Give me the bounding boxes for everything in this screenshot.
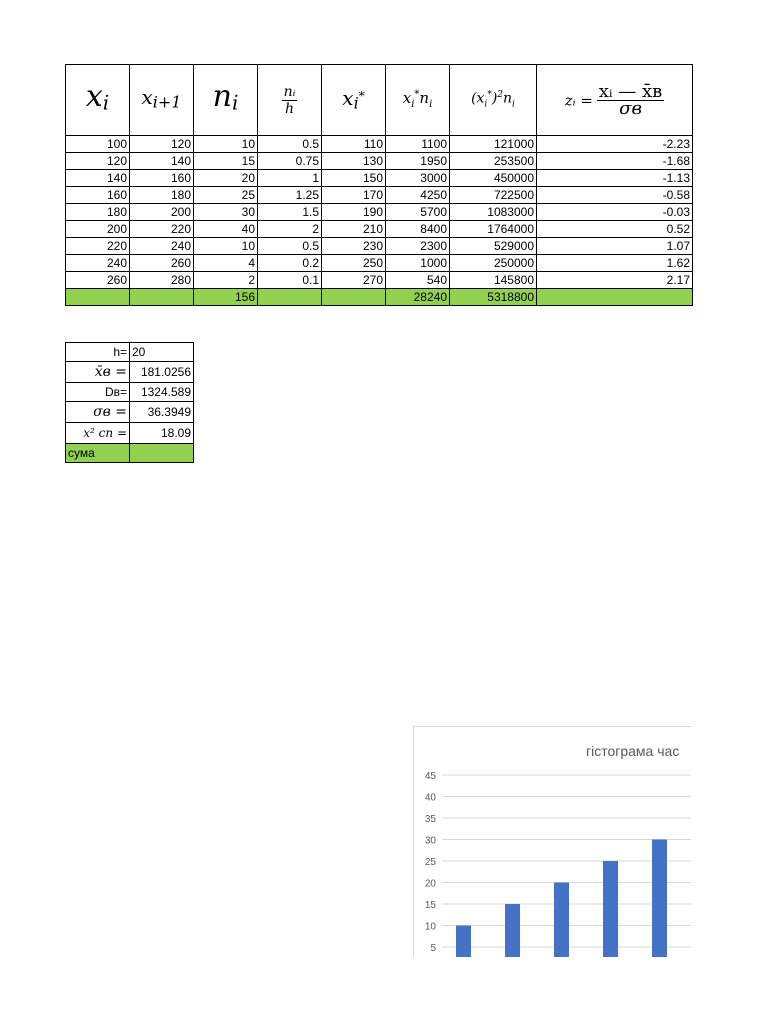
table-cell[interactable]: 250000 <box>450 255 537 272</box>
h-label[interactable]: h= <box>66 343 130 362</box>
table-cell[interactable]: 1100 <box>386 136 450 153</box>
total-cell[interactable] <box>322 289 386 306</box>
variance-label[interactable]: Dв= <box>66 383 130 402</box>
header-z-formula: zᵢ = $\frac{\text{xᵢ — x̄в}}{\sigma в}$ <box>537 65 693 136</box>
table-cell[interactable]: 230 <box>322 238 386 255</box>
header-row <box>66 65 693 136</box>
total-xstar-squared-ni[interactable]: 5318800 <box>450 289 537 306</box>
table-cell[interactable]: 210 <box>322 221 386 238</box>
table-cell[interactable]: 0.5 <box>258 238 322 255</box>
table-cell[interactable]: 260 <box>130 255 194 272</box>
table-cell[interactable]: 722500 <box>450 187 537 204</box>
table-cell[interactable]: 120 <box>66 153 130 170</box>
histogram-bar[interactable] <box>456 926 471 958</box>
table-cell[interactable]: 0.52 <box>537 221 693 238</box>
table-cell[interactable]: 10 <box>194 238 258 255</box>
table-cell[interactable]: 1.07 <box>537 238 693 255</box>
table-cell[interactable]: 8400 <box>386 221 450 238</box>
y-tick-label: 30 <box>424 835 436 847</box>
table-row <box>66 136 693 153</box>
table-cell[interactable]: 160 <box>66 187 130 204</box>
table-cell[interactable]: 145800 <box>450 272 537 289</box>
table-cell[interactable]: 140 <box>66 170 130 187</box>
table-cell[interactable]: 2300 <box>386 238 450 255</box>
table-cell[interactable]: 150 <box>322 170 386 187</box>
total-cell[interactable] <box>537 289 693 306</box>
table-cell[interactable]: 30 <box>194 204 258 221</box>
table-cell[interactable]: 4 <box>194 255 258 272</box>
total-xstar-ni[interactable]: 28240 <box>386 289 450 306</box>
table-row <box>66 187 693 204</box>
table-row <box>66 221 693 238</box>
table-cell[interactable]: 130 <box>322 153 386 170</box>
table-cell[interactable]: 190 <box>322 204 386 221</box>
table-cell[interactable]: 2 <box>194 272 258 289</box>
chi-square-label[interactable]: x² сп = <box>66 423 130 444</box>
total-cell[interactable] <box>66 289 130 306</box>
table-cell[interactable]: 4250 <box>386 187 450 204</box>
table-cell[interactable]: -1.68 <box>537 153 693 170</box>
frequency-table <box>65 64 693 306</box>
table-cell[interactable]: -0.58 <box>537 187 693 204</box>
total-ni[interactable]: 156 <box>194 289 258 306</box>
sigma-value[interactable]: 36.3949 <box>130 402 194 423</box>
table-cell[interactable]: 121000 <box>450 136 537 153</box>
table-cell[interactable]: 180 <box>66 204 130 221</box>
table-cell[interactable]: -0.03 <box>537 204 693 221</box>
sum-label[interactable]: сума <box>66 444 130 463</box>
table-cell[interactable]: 0.5 <box>258 136 322 153</box>
param-row-h <box>66 343 194 362</box>
histogram-bar[interactable] <box>554 883 569 958</box>
table-cell[interactable]: 1.25 <box>258 187 322 204</box>
table-row <box>66 272 693 289</box>
header-ni-over-h: $\frac{\text{nᵢ}}{h}$ <box>258 65 322 136</box>
y-tick-label: 45 <box>424 771 436 782</box>
table-cell[interactable]: 220 <box>130 221 194 238</box>
table-cell[interactable]: 110 <box>322 136 386 153</box>
table-cell[interactable]: 529000 <box>450 238 537 255</box>
param-row-chi <box>66 423 194 444</box>
y-tick-label: 15 <box>424 900 436 911</box>
table-row <box>66 153 693 170</box>
table-cell[interactable]: 25 <box>194 187 258 204</box>
table-cell[interactable]: 450000 <box>450 170 537 187</box>
header-xstar-ni: $x_i^*n_i$ <box>386 65 450 136</box>
histogram-bar[interactable] <box>505 904 520 957</box>
sum-value[interactable] <box>130 444 194 463</box>
table-row <box>66 170 693 187</box>
mean-label[interactable]: x̄в = <box>66 362 130 383</box>
table-cell[interactable]: 5700 <box>386 204 450 221</box>
table-cell[interactable]: 220 <box>66 238 130 255</box>
header-xi1: $x_{i+1}$ <box>130 65 194 136</box>
table-cell[interactable]: 1764000 <box>450 221 537 238</box>
table-cell[interactable]: 1.5 <box>258 204 322 221</box>
param-row-sigma <box>66 402 194 423</box>
table-cell[interactable]: 2 <box>258 221 322 238</box>
total-cell[interactable] <box>258 289 322 306</box>
table-cell[interactable]: 3000 <box>386 170 450 187</box>
chart-title: гістограма час <box>586 743 680 759</box>
histogram-chart[interactable] <box>413 726 691 957</box>
header-xstar-squared-ni: $(x_i^*)^2n_i$ <box>450 65 537 136</box>
chart-plot <box>414 727 691 957</box>
table-cell[interactable]: 140 <box>130 153 194 170</box>
table-cell[interactable]: 2.17 <box>537 272 693 289</box>
sigma-label[interactable]: σв = <box>66 402 130 423</box>
histogram-bar[interactable] <box>603 861 618 957</box>
table-cell[interactable]: 10 <box>194 136 258 153</box>
table-cell[interactable]: -2.23 <box>537 136 693 153</box>
table-cell[interactable]: 253500 <box>450 153 537 170</box>
table-cell[interactable]: 200 <box>130 204 194 221</box>
variance-value[interactable]: 1324.589 <box>130 383 194 402</box>
table-cell[interactable]: 240 <box>66 255 130 272</box>
table-cell[interactable]: 540 <box>386 272 450 289</box>
param-row-sum <box>66 444 194 463</box>
table-cell[interactable]: 1000 <box>386 255 450 272</box>
table-cell[interactable]: 250 <box>322 255 386 272</box>
table-cell[interactable]: 1950 <box>386 153 450 170</box>
table-cell[interactable]: 15 <box>194 153 258 170</box>
parameters-table <box>65 342 194 463</box>
table-row <box>66 255 693 272</box>
table-cell[interactable]: 40 <box>194 221 258 238</box>
table-cell[interactable]: 0.75 <box>258 153 322 170</box>
y-tick-label: 20 <box>424 878 436 890</box>
y-tick-label: 10 <box>424 921 436 933</box>
table-cell[interactable]: 160 <box>130 170 194 187</box>
table-cell[interactable]: 1 <box>258 170 322 187</box>
table-cell[interactable]: 0.2 <box>258 255 322 272</box>
table-cell[interactable]: 100 <box>66 136 130 153</box>
table-cell[interactable]: 270 <box>322 272 386 289</box>
y-tick-label: 40 <box>424 792 436 804</box>
header-xstar: $x_i^*$ <box>322 65 386 136</box>
chi-square-value[interactable]: 18.09 <box>130 423 194 444</box>
y-tick-label: 25 <box>424 857 436 868</box>
table-cell[interactable]: 280 <box>130 272 194 289</box>
table-cell[interactable]: 20 <box>194 170 258 187</box>
table-cell[interactable]: 120 <box>130 136 194 153</box>
table-cell[interactable]: 0.1 <box>258 272 322 289</box>
histogram-bar[interactable] <box>652 840 667 958</box>
table-row <box>66 204 693 221</box>
table-body <box>66 136 693 289</box>
table-cell[interactable]: 200 <box>66 221 130 238</box>
table-cell[interactable]: 260 <box>66 272 130 289</box>
param-row-variance <box>66 383 194 402</box>
table-row <box>66 238 693 255</box>
table-cell[interactable]: 1083000 <box>450 204 537 221</box>
header-ni: $n_i$ <box>194 65 258 136</box>
h-value[interactable]: 20 <box>130 343 194 362</box>
table-cell[interactable]: 240 <box>130 238 194 255</box>
table-cell[interactable]: 180 <box>130 187 194 204</box>
mean-value[interactable]: 181.0256 <box>130 362 194 383</box>
table-cell[interactable]: -1.13 <box>537 170 693 187</box>
y-tick-label: 35 <box>424 814 436 825</box>
total-cell[interactable] <box>130 289 194 306</box>
total-row <box>66 289 693 306</box>
table-cell[interactable]: 170 <box>322 187 386 204</box>
table-cell[interactable]: 1.62 <box>537 255 693 272</box>
y-tick-label: 5 <box>430 943 436 954</box>
param-row-mean <box>66 362 194 383</box>
header-xi: $x_i$ <box>66 65 130 136</box>
